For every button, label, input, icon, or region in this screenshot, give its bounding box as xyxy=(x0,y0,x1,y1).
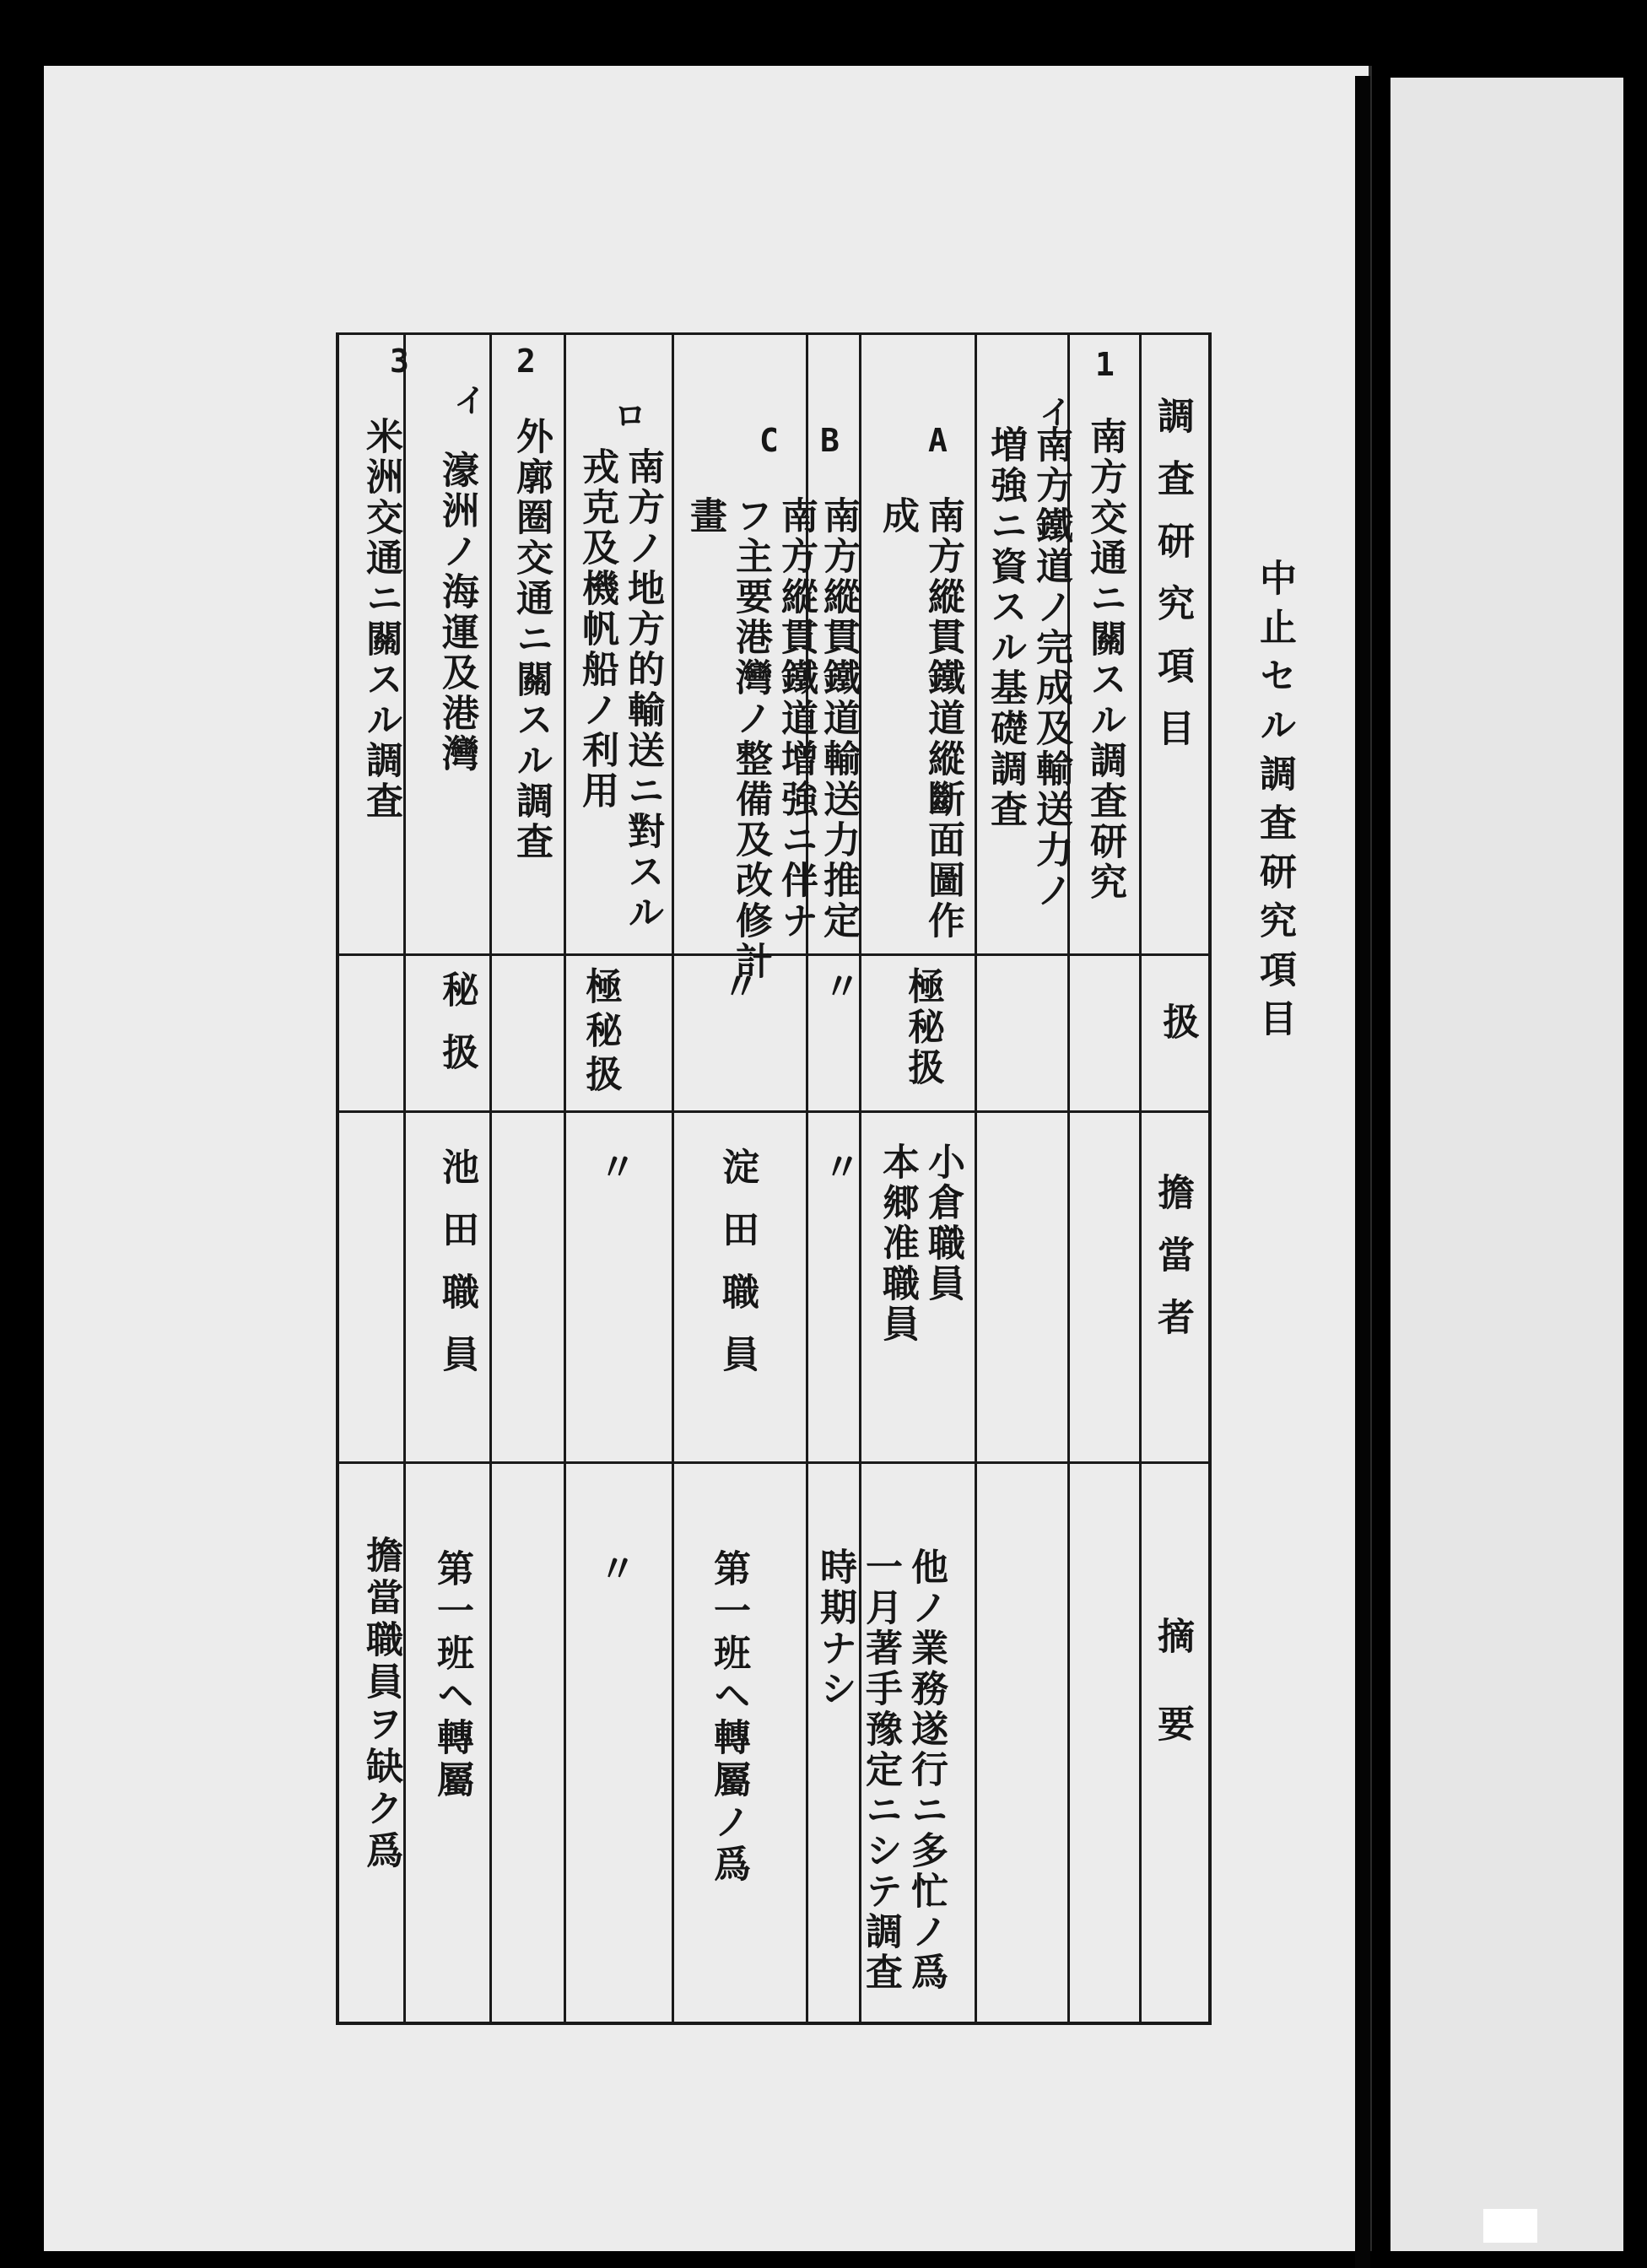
person-text: 小倉職員 本郷准職員 xyxy=(876,1142,964,1345)
remarks-text: 〃 xyxy=(592,1549,635,1590)
person-text: 〃 xyxy=(817,1148,860,1188)
handling-text: 極秘扱 xyxy=(579,967,622,1099)
remarks-text: 擔當職員ヲ缺ク爲 xyxy=(359,1536,402,1873)
person-text: 淀田職員 xyxy=(716,1148,759,1397)
remarks-text: 第一班ヘ轉屬ノ爲 xyxy=(707,1549,750,1887)
item-text: 南方縱貫鐵道增強ニ伴ナ フ主要港灣ノ整備及改修計 畫 xyxy=(683,496,818,982)
row-number: 1 xyxy=(1095,346,1115,383)
table-border-top xyxy=(336,332,1212,335)
header-person: 擔當者 xyxy=(1151,1173,1194,1360)
row-number: イ xyxy=(1040,394,1072,431)
row-rule xyxy=(336,1461,1212,1464)
header-item: 調査研究項目 xyxy=(1151,397,1194,771)
person-text: 〃 xyxy=(592,1148,635,1188)
handling-text: 〃 xyxy=(817,967,860,1007)
row-number: A xyxy=(928,422,948,459)
row-rule xyxy=(336,1110,1212,1113)
item-text: 外廓圈交通ニ關スル調査 xyxy=(510,417,553,862)
table-border-right xyxy=(1208,332,1212,2025)
handling-text: 〃 xyxy=(716,967,759,1007)
person-text: 池田職員 xyxy=(435,1148,478,1397)
row-number: ロ xyxy=(614,397,647,435)
row-number: 3 xyxy=(390,343,409,380)
header-handling: 扱 xyxy=(1156,1002,1199,1043)
remarks-text: 他ノ業務遂行ニ多忙ノ爲 一月著手豫定ニシテ調査 時期ナシ xyxy=(813,1547,948,1993)
column-rule xyxy=(975,332,977,2025)
document-title: 中止セル調査研究項目 xyxy=(1253,559,1296,1048)
handling-text: 極秘扱 xyxy=(901,967,944,1088)
table-border-left xyxy=(336,332,339,2025)
column-rule xyxy=(489,332,492,2025)
row-number: イ xyxy=(454,382,487,419)
column-rule xyxy=(403,332,406,2025)
table-border-bottom xyxy=(336,2022,1212,2025)
item-text: 濠洲ノ海運及港灣 xyxy=(435,451,478,775)
item-text: 南方鐵道ノ完成及輸送力ノ 増強ニ資スル基礎調査 xyxy=(984,425,1072,911)
remarks-text: 第一班ヘ轉屬 xyxy=(430,1549,473,1802)
handling-text: 秘扱 xyxy=(435,970,478,1095)
item-text: 南方交通ニ關スル調査研究 xyxy=(1083,417,1126,903)
corner-mark xyxy=(1483,2209,1537,2243)
column-rule xyxy=(672,332,674,2025)
item-text: 南方ノ地方的輸送ニ對スル 戎克及機帆船ノ利用 xyxy=(575,447,664,933)
row-number: B xyxy=(820,422,840,459)
header-remarks: 摘要 xyxy=(1151,1617,1194,1792)
column-rule xyxy=(564,332,566,2025)
item-text: 南方縱貫鐵道縱斷面圖作 成 xyxy=(876,496,964,942)
column-rule xyxy=(1139,332,1142,2025)
row-number: 2 xyxy=(516,343,536,380)
item-text: 米洲交通ニ關スル調査 xyxy=(359,417,402,822)
item-text: 南方縱貫鐵道輸送力推定 xyxy=(817,496,860,942)
row-number: C xyxy=(759,422,779,459)
